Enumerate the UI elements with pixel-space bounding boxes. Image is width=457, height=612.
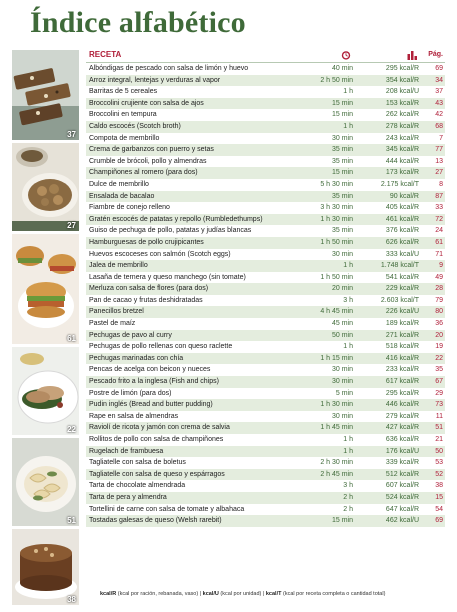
recipe-name: Champiñones al romero (para dos) xyxy=(89,169,198,177)
calories: 173 kcal/R xyxy=(385,169,419,177)
calories: 512 kcal/R xyxy=(385,470,419,478)
page-number: 73 xyxy=(435,401,443,409)
prep-time: 1 h xyxy=(343,88,353,96)
recipe-name: Pechugas de pollo rellenas con queso raclette xyxy=(89,343,233,351)
recipe-row xyxy=(86,515,445,527)
calories: 262 kcal/R xyxy=(385,111,419,119)
calories: 518 kcal/R xyxy=(385,343,419,351)
recipe-row xyxy=(86,144,445,156)
recipe-name: Tarta de chocolate almendrada xyxy=(89,482,186,490)
recipe-row xyxy=(86,457,445,469)
recipe-name: Dulce de membrillo xyxy=(89,180,149,188)
recipe-row xyxy=(86,133,445,145)
prep-time: 20 min xyxy=(331,285,353,293)
prep-time: 45 min xyxy=(331,320,353,328)
calories: 345 kcal/R xyxy=(385,146,419,154)
page-number: 27 xyxy=(435,169,443,177)
recipe-photo xyxy=(12,234,79,344)
recipe-name: Hamburguesas de pollo crujipicantes xyxy=(89,238,204,246)
recipe-row xyxy=(86,504,445,516)
recipe-row xyxy=(86,318,445,330)
page-number: 77 xyxy=(435,146,443,154)
timer-icon xyxy=(341,50,351,62)
recipe-name: Tarta de pera y almendra xyxy=(89,493,167,501)
recipe-row xyxy=(86,249,445,261)
recipe-name: Pechugas de pavo al curry xyxy=(89,331,172,339)
page-number: 20 xyxy=(435,331,443,339)
recipe-row xyxy=(86,388,445,400)
calories: 376 kcal/R xyxy=(385,227,419,235)
recipe-name: Broccolini en tempura xyxy=(89,111,157,119)
recipe-row xyxy=(86,422,445,434)
page-number: 8 xyxy=(439,180,443,188)
photo-page-number: 61 xyxy=(67,334,76,343)
recipe-name: Compota de membrillo xyxy=(89,134,160,142)
recipe-index-table xyxy=(86,48,445,527)
prep-time: 30 min xyxy=(331,378,353,386)
prep-time: 2 h 30 min xyxy=(320,459,353,467)
recipe-row xyxy=(86,376,445,388)
recipe-row xyxy=(86,330,445,342)
calories: 295 kcal/R xyxy=(385,65,419,72)
recipe-row xyxy=(86,341,445,353)
recipe-photo xyxy=(12,50,79,140)
legend-desc-t: (kcal por receta completa o cantidad total) xyxy=(283,591,386,597)
recipe-name: Rugelach de frambuesa xyxy=(89,447,164,455)
page-number: 53 xyxy=(435,459,443,467)
page-number: 38 xyxy=(435,482,443,490)
recipe-name: Pudin inglés (Bread and butter pudding) xyxy=(89,401,213,409)
page-number: 36 xyxy=(435,320,443,328)
recipe-name: Pastel de maíz xyxy=(89,320,136,328)
page-number: 24 xyxy=(435,227,443,235)
prep-time: 15 min xyxy=(331,169,353,177)
prep-time: 1 h 30 min xyxy=(320,215,353,223)
prep-time: 35 min xyxy=(331,146,353,154)
photo-page-number: 38 xyxy=(67,595,76,604)
calories: 339 kcal/R xyxy=(385,459,419,467)
recipe-name: Broccolini crujiente con salsa de ajos xyxy=(89,99,204,107)
prep-time: 30 min xyxy=(331,134,353,142)
page-number: 9 xyxy=(439,262,443,270)
photo-column xyxy=(12,50,79,608)
calories: 1.748 kcal/T xyxy=(380,262,419,270)
calories: 176 kcal/U xyxy=(385,447,419,455)
table-header xyxy=(86,48,445,63)
prep-time: 4 h 45 min xyxy=(320,308,353,316)
recipe-row xyxy=(86,237,445,249)
recipe-name: Ensalada de bacalao xyxy=(89,192,155,200)
calories: 461 kcal/R xyxy=(385,215,419,223)
page-number: 43 xyxy=(435,99,443,107)
legend-desc-r: (kcal por ración, rebanada, vaso) xyxy=(117,591,199,597)
page-number: 61 xyxy=(435,238,443,246)
recipe-row xyxy=(86,399,445,411)
column-header-recipe: RECETA xyxy=(89,50,122,59)
prep-time: 1 h xyxy=(343,343,353,351)
page-number: 54 xyxy=(435,505,443,513)
recipe-row xyxy=(86,446,445,458)
recipe-name: Postre de limón (para dos) xyxy=(89,389,172,397)
recipe-row xyxy=(86,202,445,214)
page-number: 35 xyxy=(435,366,443,374)
recipe-name: Tortellini de carne con salsa de tomate y albahaca xyxy=(89,505,245,513)
prep-time: 35 min xyxy=(331,157,353,165)
recipe-row xyxy=(86,214,445,226)
prep-time: 2 h xyxy=(343,505,353,513)
recipe-rows xyxy=(86,63,445,527)
prep-time: 3 h xyxy=(343,482,353,490)
prep-time: 3 h 30 min xyxy=(320,204,353,212)
calories: 617 kcal/R xyxy=(385,378,419,386)
calories: 2.603 kcal/T xyxy=(380,296,419,304)
prep-time: 30 min xyxy=(331,250,353,258)
calories: 636 kcal/R xyxy=(385,436,419,443)
page-number: 22 xyxy=(435,354,443,362)
calories: 208 kcal/U xyxy=(385,88,419,96)
prep-time: 35 min xyxy=(331,192,353,200)
column-header-page: Pág. xyxy=(428,51,443,58)
calories: 626 kcal/R xyxy=(385,238,419,246)
recipe-row xyxy=(86,283,445,295)
recipe-name: Pescado frito a la inglesa (Fish and chips) xyxy=(89,378,219,386)
calories: 333 kcal/U xyxy=(385,250,419,258)
recipe-row xyxy=(86,411,445,423)
calories: 153 kcal/R xyxy=(385,99,419,107)
prep-time: 50 min xyxy=(331,331,353,339)
recipe-row xyxy=(86,306,445,318)
recipe-photo xyxy=(12,438,79,526)
calories: 229 kcal/R xyxy=(385,285,419,293)
prep-time: 15 min xyxy=(331,111,353,119)
page-number: 87 xyxy=(435,192,443,200)
calories: 354 kcal/R xyxy=(385,76,419,84)
recipe-name: Panecillos bretzel xyxy=(89,308,144,316)
recipe-row xyxy=(86,63,445,75)
recipe-name: Pechugas marinadas con chía xyxy=(89,354,184,362)
page-number: 29 xyxy=(435,389,443,397)
calories: 647 kcal/R xyxy=(385,505,419,513)
page-number: 21 xyxy=(435,436,443,443)
legend-desc-u: (kcal por unidad) xyxy=(220,591,262,597)
prep-time: 1 h xyxy=(343,436,353,443)
recipe-row xyxy=(86,109,445,121)
recipe-name: Crumble de brócoli, pollo y almendras xyxy=(89,157,207,165)
calories: 444 kcal/R xyxy=(385,157,419,165)
prep-time: 15 min xyxy=(331,517,353,525)
prep-time: 5 h 30 min xyxy=(320,180,353,188)
page-number: 37 xyxy=(435,88,443,96)
page-number: 11 xyxy=(435,412,443,420)
prep-time: 35 min xyxy=(331,227,353,235)
prep-time: 1 h 15 min xyxy=(320,354,353,362)
recipe-row xyxy=(86,364,445,376)
legend-key-t: kcal/T xyxy=(265,591,282,597)
legend-key-r: kcal/R xyxy=(100,591,117,597)
recipe-row xyxy=(86,179,445,191)
prep-time: 1 h 45 min xyxy=(320,424,353,432)
page-number: 42 xyxy=(435,111,443,119)
calories: 524 kcal/R xyxy=(385,493,419,501)
recipe-photo xyxy=(12,143,79,231)
calories: 607 kcal/R xyxy=(385,482,419,490)
prep-time: 15 min xyxy=(331,99,353,107)
recipe-name: Albóndigas de pescado con salsa de limón y huevo xyxy=(89,65,249,72)
recipe-name: Fiambre de conejo relleno xyxy=(89,204,170,212)
prep-time: 30 min xyxy=(331,366,353,374)
prep-time: 1 h xyxy=(343,447,353,455)
prep-time: 30 min xyxy=(331,412,353,420)
recipe-name: Caldo escocés (Scotch broth) xyxy=(89,122,181,130)
recipe-row xyxy=(86,434,445,446)
calories-chart-icon xyxy=(407,50,418,62)
recipe-row xyxy=(86,167,445,179)
recipe-name: Jalea de membrillo xyxy=(89,262,148,270)
recipe-name: Merluza con salsa de flores (para dos) xyxy=(89,285,209,293)
recipe-name: Rape en salsa de almendras xyxy=(89,412,179,420)
calories: 189 kcal/R xyxy=(385,320,419,328)
page-number: 80 xyxy=(435,308,443,316)
page-number: 51 xyxy=(435,424,443,432)
recipe-name: Raviolí de ricota y jamón con crema de salvia xyxy=(89,424,230,432)
recipe-row xyxy=(86,156,445,168)
recipe-photo xyxy=(12,529,79,605)
calories: 271 kcal/R xyxy=(385,331,419,339)
recipe-row xyxy=(86,86,445,98)
prep-time: 1 h xyxy=(343,262,353,270)
recipe-photo xyxy=(12,347,79,435)
recipe-name: Tagliatelle con salsa de queso y espárragos xyxy=(89,470,225,478)
prep-time: 1 h 30 min xyxy=(320,401,353,409)
recipe-name: Barritas de 5 cereales xyxy=(89,88,158,96)
page-number: 7 xyxy=(439,134,443,142)
page-number: 49 xyxy=(435,273,443,281)
prep-time: 2 h 50 min xyxy=(320,76,353,84)
page-title: Índice alfabético xyxy=(30,6,246,39)
page-number: 71 xyxy=(435,250,443,258)
recipe-name: Pan de cacao y frutas deshidratadas xyxy=(89,296,203,304)
page-number: 28 xyxy=(435,285,443,293)
calories: 233 kcal/R xyxy=(385,366,419,374)
calories: 90 kcal/R xyxy=(389,192,419,200)
recipe-row xyxy=(86,225,445,237)
calories: 295 kcal/R xyxy=(385,389,419,397)
recipe-name: Tostadas galesas de queso (Welsh rarebit) xyxy=(89,517,222,525)
page-number: 72 xyxy=(435,215,443,223)
page-number: 79 xyxy=(435,296,443,304)
recipe-row xyxy=(86,75,445,87)
recipe-row xyxy=(86,191,445,203)
prep-time: 1 h 50 min xyxy=(320,273,353,281)
recipe-row xyxy=(86,480,445,492)
recipe-name: Lasaña de ternera y queso manchego (sin tomate) xyxy=(89,273,246,281)
page-number: 50 xyxy=(435,447,443,455)
prep-time: 40 min xyxy=(331,65,353,72)
calories: 2.175 kcal/T xyxy=(380,180,419,188)
page-number: 52 xyxy=(435,470,443,478)
calories: 446 kcal/R xyxy=(385,401,419,409)
prep-time: 5 min xyxy=(335,389,353,397)
photo-page-number: 27 xyxy=(67,221,76,230)
legend-key-u: kcal/U xyxy=(202,591,219,597)
calories: 405 kcal/R xyxy=(385,204,419,212)
page-number: 69 xyxy=(435,517,443,525)
photo-page-number: 37 xyxy=(67,130,76,139)
page-number: 34 xyxy=(435,76,443,84)
calories: 243 kcal/R xyxy=(385,134,419,142)
page-number: 13 xyxy=(435,157,443,165)
calorie-legend: kcal/R (kcal por ración, rebanada, vaso) | kcal/U (kcal por unidad) | kcal/T (kcal por receta completa o cantidad total) xyxy=(100,591,386,597)
recipe-name: Rollitos de pollo con salsa de champiñones xyxy=(89,436,224,443)
recipe-name: Gratén escocés de patatas y repollo (Rumbledethumps) xyxy=(89,215,263,223)
photo-page-number: 51 xyxy=(67,516,76,525)
calories: 541 kcal/R xyxy=(385,273,419,281)
page-number: 69 xyxy=(435,65,443,72)
photo-page-number: 22 xyxy=(67,425,76,434)
calories: 427 kcal/R xyxy=(385,424,419,432)
prep-time: 2 h 45 min xyxy=(320,470,353,478)
recipe-row xyxy=(86,272,445,284)
calories: 279 kcal/R xyxy=(385,412,419,420)
page-number: 68 xyxy=(435,122,443,130)
recipe-name: Crema de garbanzos con puerro y setas xyxy=(89,146,214,154)
recipe-name: Huevos escoceses con salmón (Scotch eggs) xyxy=(89,250,231,258)
recipe-row xyxy=(86,353,445,365)
calories: 278 kcal/R xyxy=(385,122,419,130)
prep-time: 3 h xyxy=(343,296,353,304)
page-number: 67 xyxy=(435,378,443,386)
recipe-row xyxy=(86,260,445,272)
page-number: 15 xyxy=(435,493,443,501)
prep-time: 1 h 50 min xyxy=(320,238,353,246)
prep-time: 1 h xyxy=(343,122,353,130)
prep-time: 2 h xyxy=(343,493,353,501)
recipe-row xyxy=(86,295,445,307)
calories: 226 kcal/U xyxy=(385,308,419,316)
recipe-row xyxy=(86,98,445,110)
calories: 416 kcal/R xyxy=(385,354,419,362)
calories: 462 kcal/U xyxy=(385,517,419,525)
recipe-name: Arroz integral, lentejas y verduras al vapor xyxy=(89,76,221,84)
recipe-name: Tagliatelle con salsa de boletus xyxy=(89,459,186,467)
recipe-row xyxy=(86,469,445,481)
page-number: 33 xyxy=(435,204,443,212)
page-number: 19 xyxy=(435,343,443,351)
recipe-row xyxy=(86,121,445,133)
recipe-name: Guiso de pechuga de pollo, patatas y judías blancas xyxy=(89,227,252,235)
recipe-row xyxy=(86,492,445,504)
recipe-name: Pencas de acelga con beicon y nueces xyxy=(89,366,211,374)
